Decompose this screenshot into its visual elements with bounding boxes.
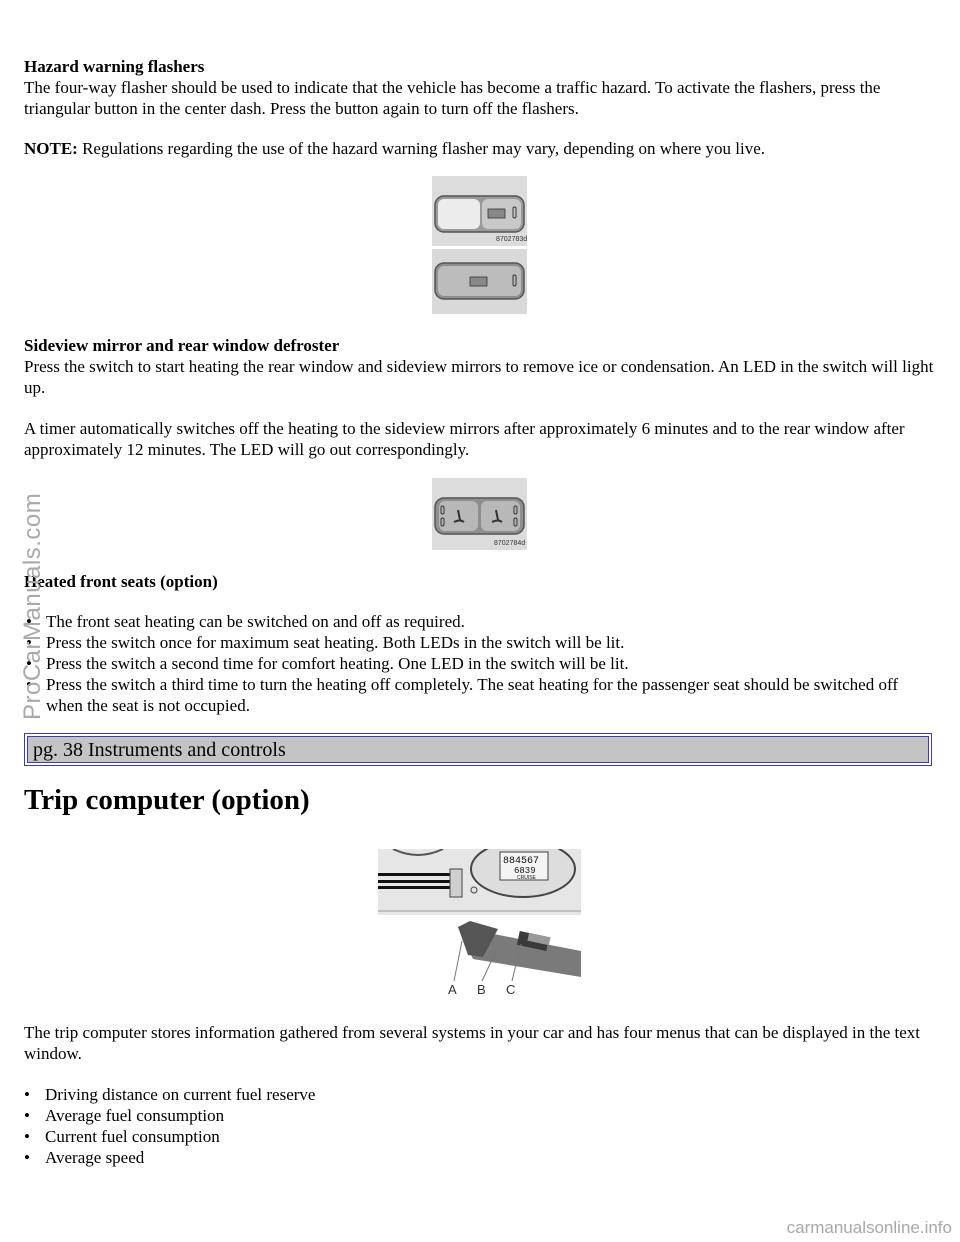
note-text: Regulations regarding the use of the hazard warning flasher may vary, depending on where you live. (77, 139, 766, 158)
trip-readout: 6839 (514, 866, 536, 876)
hazard-heading: Hazard warning flashers (24, 57, 205, 76)
odometer-readout: 884567 (503, 856, 540, 867)
seats-list-item: • Press the switch once for maximum seat heating. Both LEDs in the switch will be lit. (24, 632, 924, 653)
page-header-bar (24, 733, 932, 766)
hazard-body: The four-way flasher should be used to indicate that the vehicle has become a traffic hazard. To activate the flashers, press the triangular button in the center dash. Press the button again to turn off the flashers. (24, 78, 881, 118)
defroster-switch-on-image (432, 249, 527, 314)
note-label: NOTE: (24, 139, 78, 158)
seat-heating-switch-image (432, 478, 527, 550)
page-title: Trip computer (option) (24, 784, 310, 816)
trip-computer-stalk-image (378, 849, 581, 997)
trip-body: The trip computer stores information gathered from several systems in your car and has four menus that can be displayed in the text window. (24, 1023, 921, 1063)
callout-a: A (448, 982, 457, 997)
seats-list-item: • Press the switch a second time for comfort heating. One LED in the switch will be lit. (24, 653, 924, 674)
defroster-switch-off-image (432, 176, 527, 246)
cruise-readout: CRUISE (517, 875, 536, 881)
trip-menu-item: • Average fuel consumption (24, 1105, 924, 1126)
trip-menu-item: • Average speed (24, 1147, 924, 1168)
defroster-body-1: Press the switch to start heating the rear window and sideview mirrors to remove ice or condensation. An LED in the switch will light up. (24, 357, 934, 397)
trip-menu-item: • Driving distance on current fuel reserve (24, 1084, 924, 1105)
hazard-note (24, 138, 939, 159)
seats-heading: Heated front seats (option) (24, 572, 218, 591)
seat-ref: 8702784d (494, 540, 526, 547)
footer-watermark: carmanualsonline.info (786, 1218, 952, 1237)
defroster-heading: Sideview mirror and rear window defroster (24, 336, 340, 355)
defroster-ref-top: 8702783d (496, 236, 527, 243)
page-header-text: pg. 38 Instruments and controls (33, 739, 286, 761)
side-watermark: ProCarManuals.com (19, 492, 46, 720)
seats-list (24, 611, 924, 716)
callout-b: B (477, 982, 486, 997)
seats-list-item: • Press the switch a third time to turn the heating off completely. The seat heating for the passenger seat should be switched off when the seat is not occupied. (24, 674, 924, 716)
trip-menu-item: • Current fuel consumption (24, 1126, 924, 1147)
seats-list-item: • The front seat heating can be switched on and off as required. (24, 611, 924, 632)
callout-c: C (506, 982, 516, 997)
trip-menu-list (24, 1084, 924, 1168)
defroster-body-2: A timer automatically switches off the heating to the sideview mirrors after approximately 6 minutes and to the rear window after approximately 12 minutes. The LED will go out correspondingly. (24, 419, 905, 459)
